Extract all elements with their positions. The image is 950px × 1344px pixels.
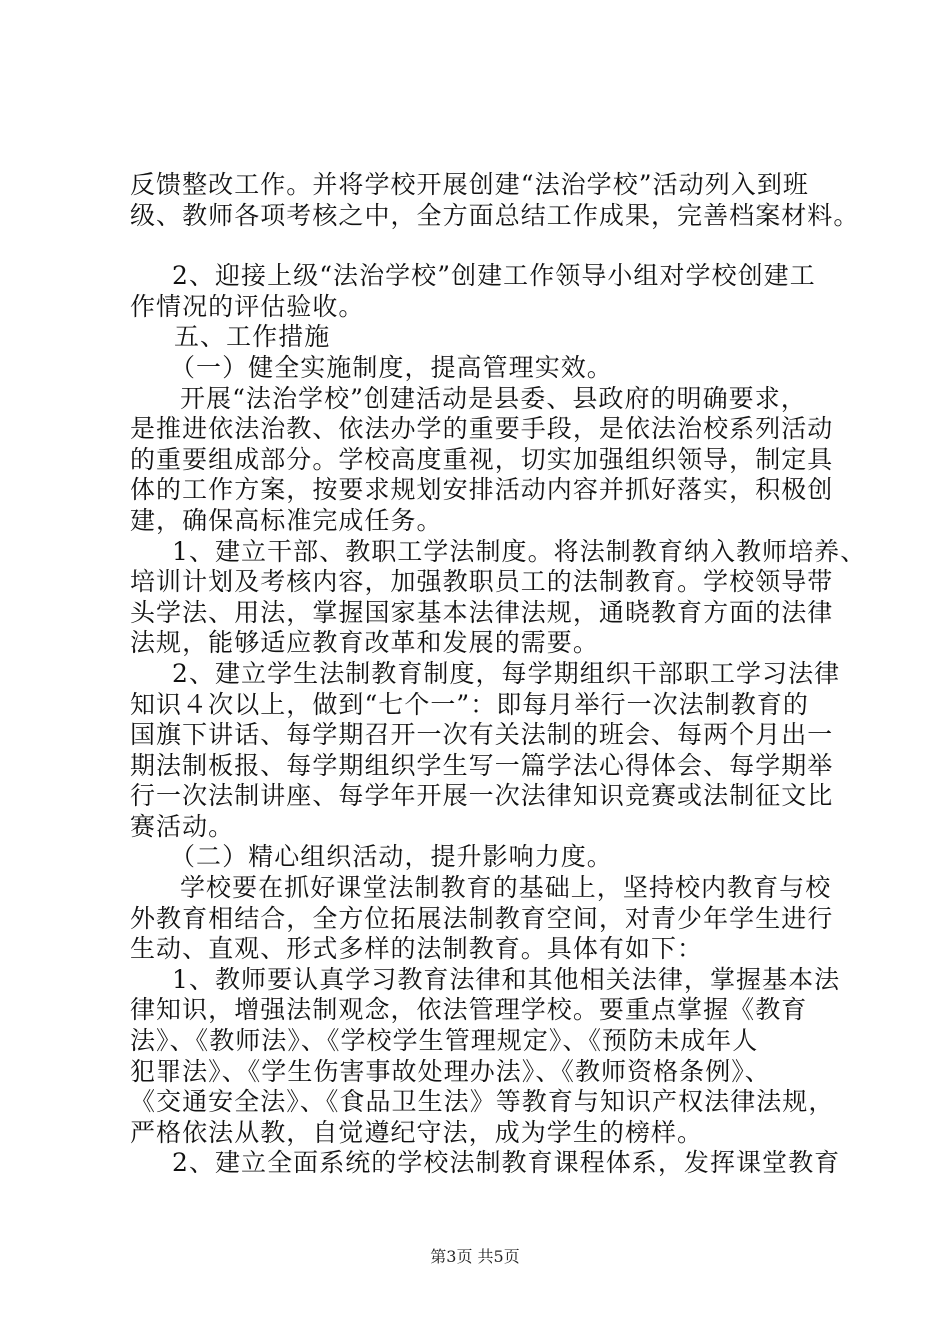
text-line: 行一次法制讲座、每学年开展一次法律知识竞赛或法制征文比 (130, 781, 834, 811)
text-line: 法》、《教师法》、《学校学生管理规定》、《预防未成年人 (130, 1026, 759, 1056)
text-line: 1、教师要认真学习教育法律和其他相关法律，掌握基本法 (172, 964, 841, 994)
text-line: 国旗下讲话、每学期召开一次有关法制的班会、每两个月出一 (130, 720, 834, 750)
subsection-heading: （二）精心组织活动，提升影响力度。 (170, 842, 613, 872)
text-line: 建，确保高标准完成任务。 (130, 505, 443, 535)
subsection-heading: （一）健全实施制度，提高管理实效。 (170, 352, 613, 382)
text-line: 赛活动。 (130, 811, 235, 841)
text-line: 严格依法从教，自觉遵纪守法，成为学生的榜样。 (130, 1117, 704, 1147)
text-line: 法规，能够适应教育改革和发展的需要。 (130, 628, 599, 658)
text-line: 作情况的评估验收。 (130, 291, 365, 321)
text-line: 外教育相结合，全方位拓展法制教育空间，对青少年学生进行 (130, 903, 834, 933)
text-line: 学校要在抓好课堂法制教育的基础上，坚持校内教育与校 (180, 873, 832, 903)
text-line: 反馈整改工作。并将学校开展创建“法治学校”活动列入到班 (130, 170, 809, 199)
text-line: 开展“法治学校”创建活动是县委、县政府的明确要求， (180, 383, 807, 413)
text-line: 头学法、用法，掌握国家基本法律法规，通晓教育方面的法律 (130, 597, 834, 627)
text-line: 2、建立学生法制教育制度，每学期组织干部职工学习法律 (172, 658, 841, 688)
text-line: 生动、直观、形式多样的法制教育。具体有如下： (130, 934, 704, 964)
text-line: 《交通安全法》、《食品卫生法》等教育与知识产权法律法规， (130, 1087, 835, 1117)
page-number-footer: 第3页 共5页 (430, 1247, 520, 1266)
text-line: 2、迎接上级“法治学校”创建工作领导小组对学校创建工 (172, 261, 816, 291)
text-line: 是推进依法治教、依法办学的重要手段，是依法治校系列活动 (130, 414, 834, 444)
text-line: 律知识，增强法制观念，依法管理学校。要重点掌握《教育 (130, 995, 808, 1025)
text-line: 体的工作方案，按要求规划安排活动内容并抓好落实，积极创 (130, 475, 834, 505)
text-line: 的重要组成部分。学校高度重视，切实加强组织领导，制定具 (130, 444, 834, 474)
text-line: 知识４次以上，做到“七个一”：即每月举行一次法制教育的 (130, 689, 809, 719)
text-line: 期法制板报、每学期组织学生写一篇学法心得体会、每学期举 (130, 750, 834, 780)
section-heading: 五、工作措施 (174, 322, 331, 352)
text-line: 1、建立干部、教职工学法制度。将法制教育纳入教师培养、 (172, 536, 867, 566)
text-line: 级、教师各项考核之中，全方面总结工作成果，完善档案材料。 (130, 200, 860, 230)
text-line: 犯罪法》、《学生伤害事故处理办法》、《教师资格条例》、 (130, 1056, 771, 1086)
text-line: 2、建立全面系统的学校法制教育课程体系，发挥课堂教育 (172, 1148, 841, 1178)
document-body (130, 170, 867, 1179)
text-line: 培训计划及考核内容，加强教职员工的法制教育。学校领导带 (130, 567, 834, 597)
